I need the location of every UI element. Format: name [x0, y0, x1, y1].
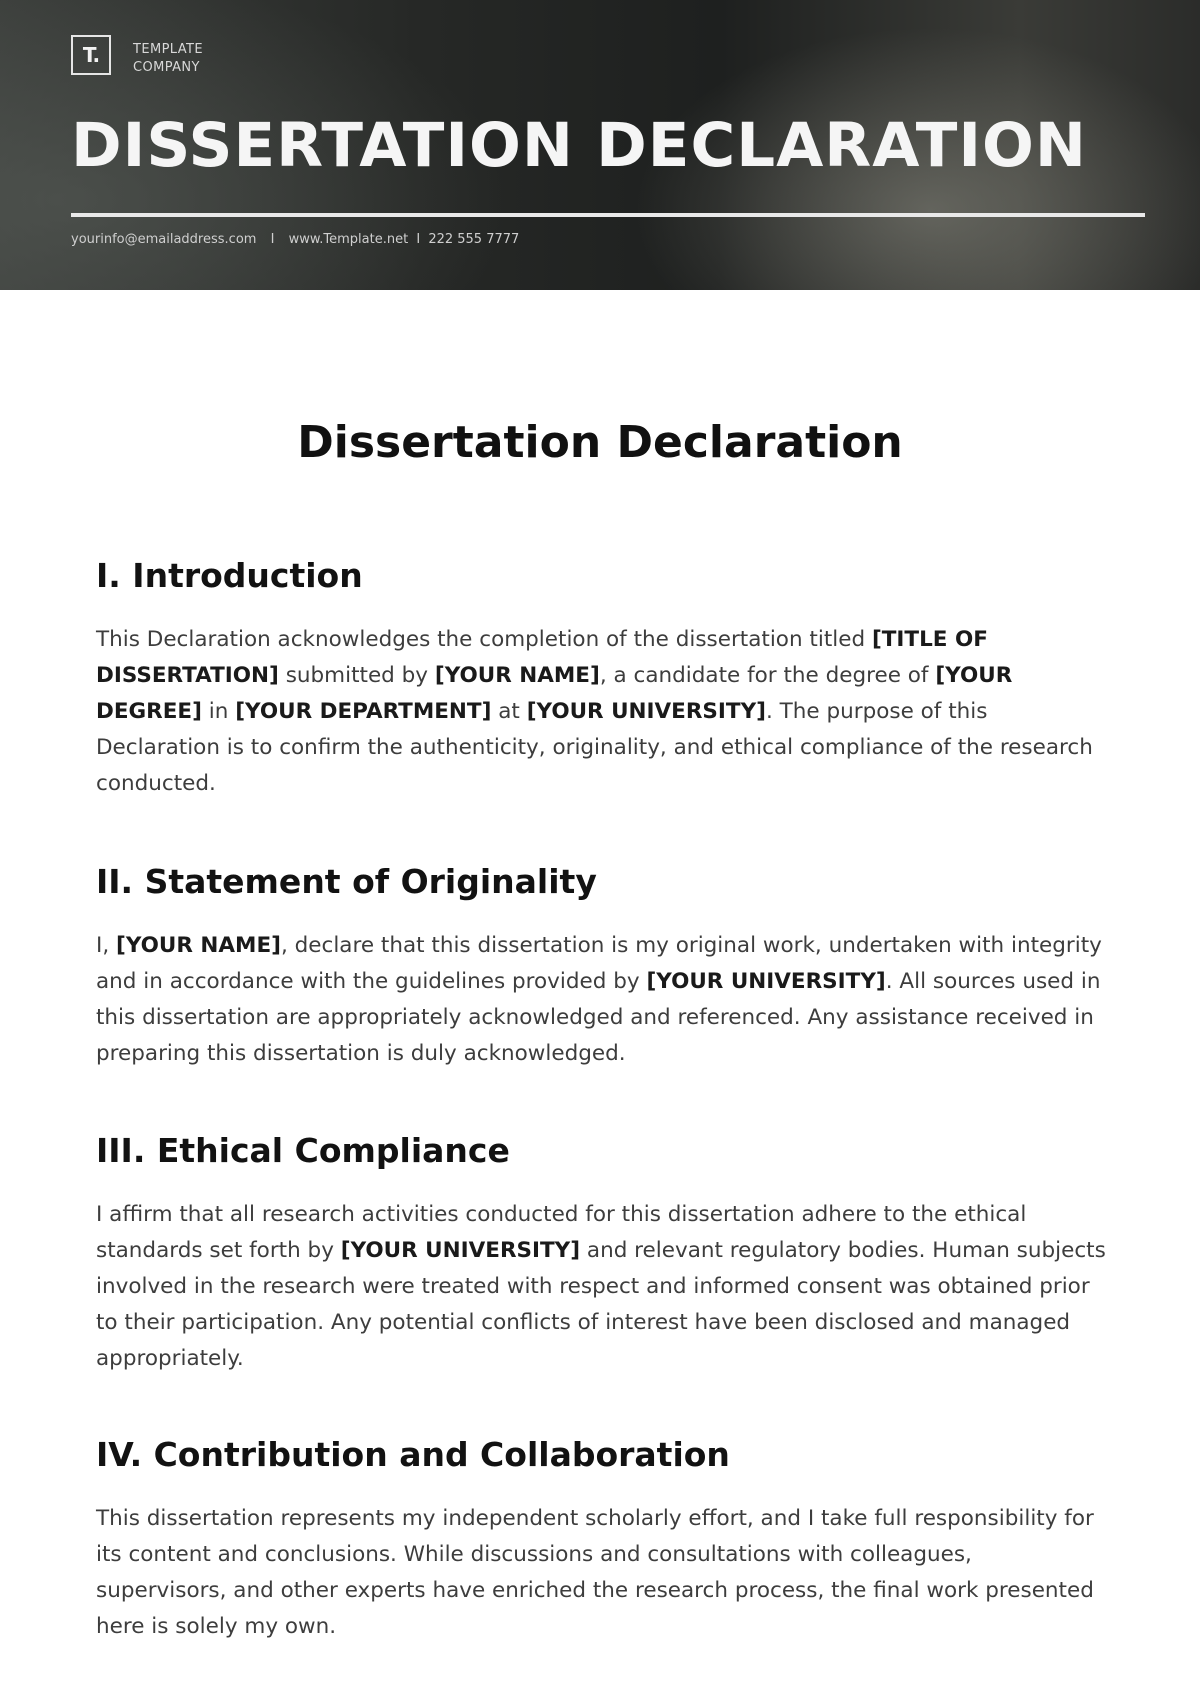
placeholder-field: [YOUR DEPARTMENT]: [235, 699, 492, 724]
paragraph-text: . The purpose of this Declaration is to confirm the authenticity, originality, and ethical compliance of the research conducted.: [96, 699, 1093, 796]
banner-title: DISSERTATION DECLARATION: [71, 110, 1087, 181]
section-paragraph: [96, 928, 1106, 1072]
contact-phone: 222 555 7777: [428, 232, 520, 247]
contact-separator: I: [270, 232, 275, 247]
paragraph-text: submitted by: [278, 663, 435, 688]
paragraph-text: , a candidate for the degree of: [599, 663, 936, 688]
section-paragraph: [96, 622, 1106, 802]
paragraph-text: in: [201, 699, 236, 724]
paragraph-text: This Declaration acknowledges the completion of the dissertation titled: [96, 627, 872, 652]
document-title: Dissertation Declaration: [297, 417, 903, 468]
section-heading: I. Introduction: [96, 556, 363, 595]
company-name-line2: COMPANY: [133, 60, 200, 75]
paragraph-text: at: [491, 699, 527, 724]
logo-mark: T.: [82, 43, 100, 67]
placeholder-field: [YOUR UNIVERSITY]: [340, 1238, 581, 1263]
contact-website: www.Template.net: [288, 232, 409, 247]
section-heading: II. Statement of Originality: [96, 862, 597, 901]
header-banner: [0, 0, 1200, 290]
section-statement-of-originality: [96, 860, 1106, 1072]
section-introduction: [96, 554, 1106, 802]
placeholder-field: [YOUR UNIVERSITY]: [526, 699, 766, 724]
section-paragraph: [96, 1501, 1106, 1645]
section-contribution-and-collaboration: [96, 1433, 1106, 1645]
paragraph-text: I,: [96, 933, 117, 958]
placeholder-field: [YOUR NAME]: [434, 663, 600, 688]
section-heading: III. Ethical Compliance: [96, 1131, 510, 1170]
paragraph-text: and relevant regulatory bodies. Human subjects involved in the research were treated with respect and informed consent was obtained prior to their participation. Any potential conflicts of interest have been disclosed and managed appropriately.: [96, 1238, 1106, 1371]
placeholder-field: [YOUR NAME]: [116, 933, 281, 958]
banner-divider: [71, 213, 1145, 217]
company-name: [133, 41, 203, 77]
section-paragraph: [96, 1197, 1106, 1377]
contact-email: yourinfo@emailaddress.com: [71, 232, 257, 247]
company-name-line1: TEMPLATE: [133, 42, 203, 57]
contact-info: [71, 231, 519, 249]
company-logo: [71, 35, 111, 75]
paragraph-text: This dissertation represents my independent scholarly effort, and I take full responsibility for its content and conclusions. While discussions and consultations with colleagues, supervisors, and other experts have enriched the research process, the final work presented here is solely my own.: [96, 1506, 1094, 1639]
contact-separator: I: [416, 232, 421, 247]
placeholder-field: [YOUR DEGREE]: [96, 663, 1013, 724]
placeholder-field: [YOUR UNIVERSITY]: [646, 969, 886, 994]
section-heading: IV. Contribution and Collaboration: [96, 1435, 730, 1474]
section-ethical-compliance: [96, 1129, 1106, 1377]
paragraph-text: , declare that this dissertation is my original work, undertaken with integrity and in accordance with the guidelines provided by: [96, 933, 1102, 994]
paragraph-text: I affirm that all research activities conducted for this dissertation adhere to the ethical standards set forth by: [96, 1202, 1027, 1263]
placeholder-field: [TITLE OF DISSERTATION]: [96, 627, 988, 688]
paragraph-text: . All sources used in this dissertation are appropriately acknowledged and referenced. Any assistance received in preparing this dissertation is duly acknowledged.: [96, 969, 1101, 1066]
